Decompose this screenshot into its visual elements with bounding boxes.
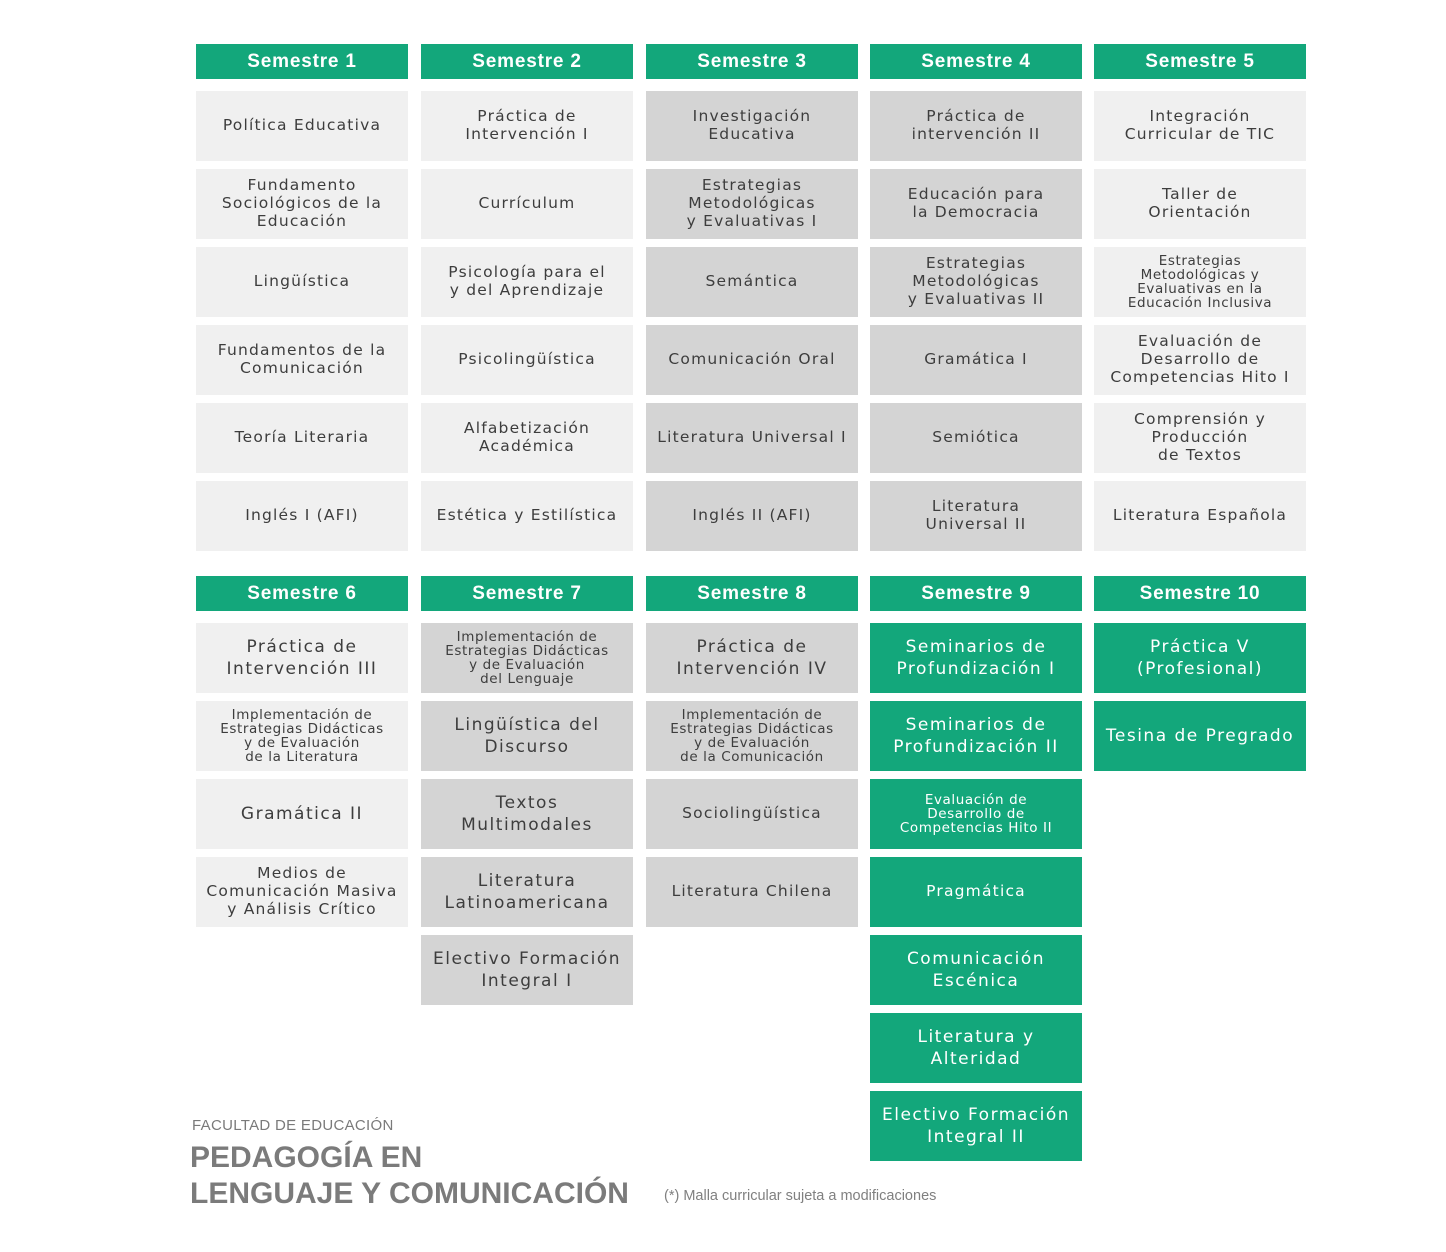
course-cell: Comunicación Oral: [646, 325, 858, 395]
disclaimer-note: (*) Malla curricular sujeta a modificaciones: [664, 1188, 937, 1204]
program-title: PEDAGOGÍA EN LENGUAJE Y COMUNICACIÓN: [190, 1141, 629, 1210]
course-cell: Seminarios de Profundización II: [870, 701, 1082, 771]
course-cell: Fundamento Sociológicos de la Educación: [196, 169, 408, 239]
course-cell: Psicolingüística: [421, 325, 633, 395]
course-cell: Pragmática: [870, 857, 1082, 927]
course-cell: Semiótica: [870, 403, 1082, 473]
course-cell: Medios de Comunicación Masiva y Análisis Crítico: [196, 857, 408, 927]
course-cell: Práctica de Intervención III: [196, 623, 408, 693]
course-cell: Literatura Española: [1094, 481, 1306, 551]
semester-header: Semestre 6: [196, 576, 408, 611]
course-cell: Taller de Orientación: [1094, 169, 1306, 239]
course-cell: Fundamentos de la Comunicación: [196, 325, 408, 395]
course-cell: Educación para la Democracia: [870, 169, 1082, 239]
course-cell: Implementación de Estrategias Didácticas y de Evaluación del Lenguaje: [421, 623, 633, 693]
semester-header: Semestre 7: [421, 576, 633, 611]
course-cell: Estética y Estilística: [421, 481, 633, 551]
course-cell: Seminarios de Profundización I: [870, 623, 1082, 693]
course-cell: Evaluación de Desarrollo de Competencias Hito I: [1094, 325, 1306, 395]
course-cell: Literatura Chilena: [646, 857, 858, 927]
course-cell: Currículum: [421, 169, 633, 239]
course-cell: Sociolingüística: [646, 779, 858, 849]
course-cell: Lingüística: [196, 247, 408, 317]
semester-header: Semestre 10: [1094, 576, 1306, 611]
semester-header: Semestre 4: [870, 44, 1082, 79]
course-cell: Estrategias Metodológicas y Evaluativas II: [870, 247, 1082, 317]
semester-header: Semestre 1: [196, 44, 408, 79]
course-cell: Textos Multimodales: [421, 779, 633, 849]
course-cell: Alfabetización Académica: [421, 403, 633, 473]
faculty-name: FACULTAD DE EDUCACIÓN: [192, 1117, 394, 1134]
course-cell: Literatura Universal I: [646, 403, 858, 473]
course-cell: Literatura Latinoamericana: [421, 857, 633, 927]
course-cell: Literatura y Alteridad: [870, 1013, 1082, 1083]
course-cell: Estrategias Metodológicas y Evaluativas I: [646, 169, 858, 239]
course-cell: Estrategias Metodológicas y Evaluativas en la Educación Inclusiva: [1094, 247, 1306, 317]
course-cell: Gramática I: [870, 325, 1082, 395]
semester-header: Semestre 3: [646, 44, 858, 79]
semester-header: Semestre 9: [870, 576, 1082, 611]
course-cell: Implementación de Estrategias Didácticas y de Evaluación de la Comunicación: [646, 701, 858, 771]
semester-header: Semestre 2: [421, 44, 633, 79]
course-cell: Evaluación de Desarrollo de Competencias Hito II: [870, 779, 1082, 849]
course-cell: Inglés II (AFI): [646, 481, 858, 551]
course-cell: Inglés I (AFI): [196, 481, 408, 551]
course-cell: Comunicación Escénica: [870, 935, 1082, 1005]
course-cell: Lingüística del Discurso: [421, 701, 633, 771]
course-cell: Práctica de intervención II: [870, 91, 1082, 161]
course-cell: Electivo Formación Integral II: [870, 1091, 1082, 1161]
course-cell: Práctica de Intervención IV: [646, 623, 858, 693]
course-cell: Investigación Educativa: [646, 91, 858, 161]
course-cell: Comprensión y Producción de Textos: [1094, 403, 1306, 473]
course-cell: Teoría Literaria: [196, 403, 408, 473]
course-cell: Psicología para el y del Aprendizaje: [421, 247, 633, 317]
course-cell: Práctica de Intervención I: [421, 91, 633, 161]
course-cell: Electivo Formación Integral I: [421, 935, 633, 1005]
course-cell: Práctica V (Profesional): [1094, 623, 1306, 693]
course-cell: Política Educativa: [196, 91, 408, 161]
course-cell: Implementación de Estrategias Didácticas y de Evaluación de la Literatura: [196, 701, 408, 771]
course-cell: Integración Curricular de TIC: [1094, 91, 1306, 161]
course-cell: Semántica: [646, 247, 858, 317]
semester-header: Semestre 5: [1094, 44, 1306, 79]
semester-header: Semestre 8: [646, 576, 858, 611]
course-cell: Literatura Universal II: [870, 481, 1082, 551]
course-cell: Tesina de Pregrado: [1094, 701, 1306, 771]
course-cell: Gramática II: [196, 779, 408, 849]
